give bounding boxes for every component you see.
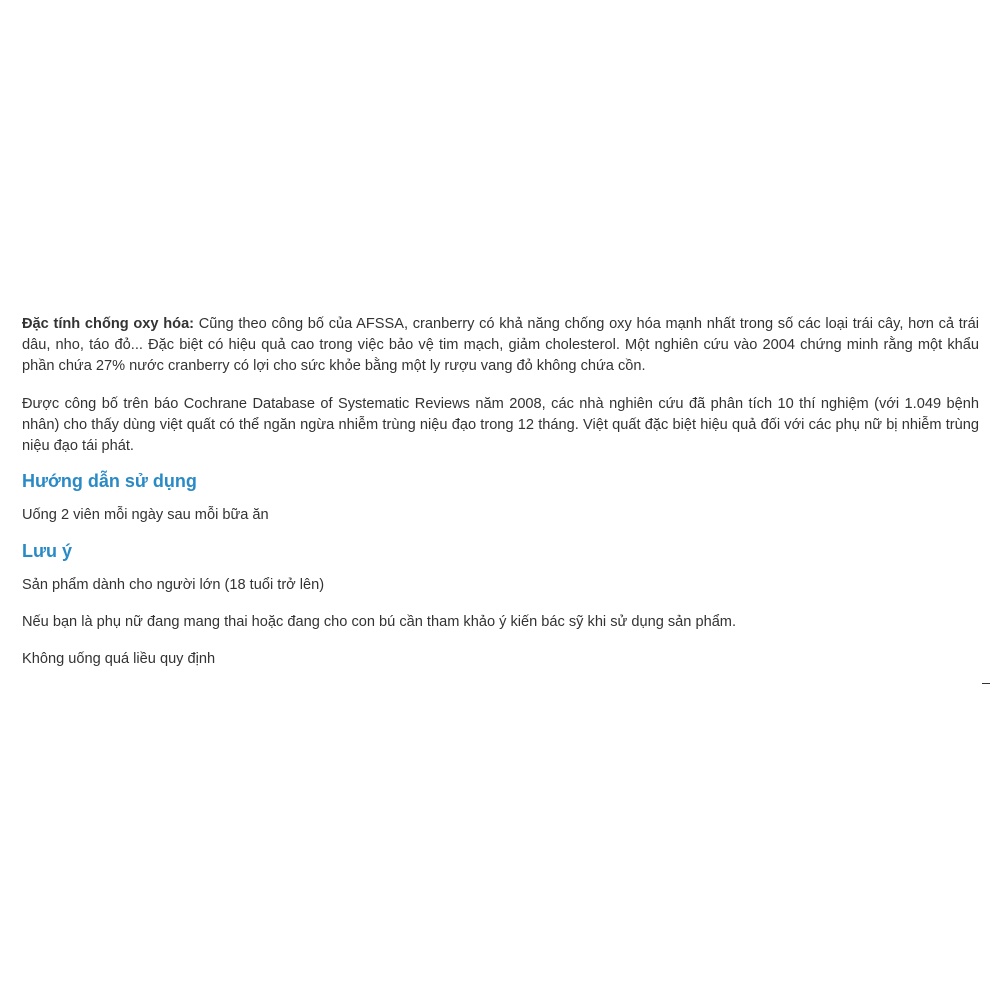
divider-mark: [982, 683, 990, 684]
usage-heading: Hướng dẫn sử dụng: [22, 471, 197, 491]
article-content: [22, 314, 979, 686]
notes-heading: Lưu ý: [22, 541, 73, 561]
note-adults-only: Sản phẩm dành cho người lớn (18 tuổi trở lên): [22, 577, 325, 593]
antioxidant-paragraph: [22, 314, 979, 377]
antioxidant-label: Đặc tính chống oxy hóa:: [22, 316, 195, 332]
cochrane-paragraph: Được công bố trên báo Cochrane Database of Systematic Reviews năm 2008, các nhà nghiên cứu đã phân tích 10 thí nghiệm (với 1.049 bệnh nhân) cho thấy dùng việt quất có thể ngăn ngừa nhiễm trùng niệu đạo trong 12 tháng. Việt quất đặc biệt hiệu quả đối với các phụ nữ bị nhiễm trùng niệu đạo tái phát.: [22, 396, 979, 454]
antioxidant-text: Cũng theo công bố của AFSSA, cranberry có khả năng chống oxy hóa mạnh nhất trong số các loại trái cây, hơn cả trái dâu, nho, táo đỏ... Đặc biệt có hiệu quả cao trong việc bảo vệ tim mạch, giảm cholesterol. Một nghiên cứu vào 2004 chứng minh rằng một khẩu phần chứa 27% nước cranberry có lợi cho sức khỏe bằng một ly rượu vang đỏ không chứa cồn.: [22, 316, 979, 374]
usage-text: Uống 2 viên mỗi ngày sau mỗi bữa ăn: [22, 507, 269, 523]
note-dosage-limit: Không uống quá liều quy định: [22, 651, 216, 667]
note-pregnant-consult: Nếu bạn là phụ nữ đang mang thai hoặc đang cho con bú cần tham khảo ý kiến bác sỹ khi sử dụng sản phẩm.: [22, 614, 737, 630]
